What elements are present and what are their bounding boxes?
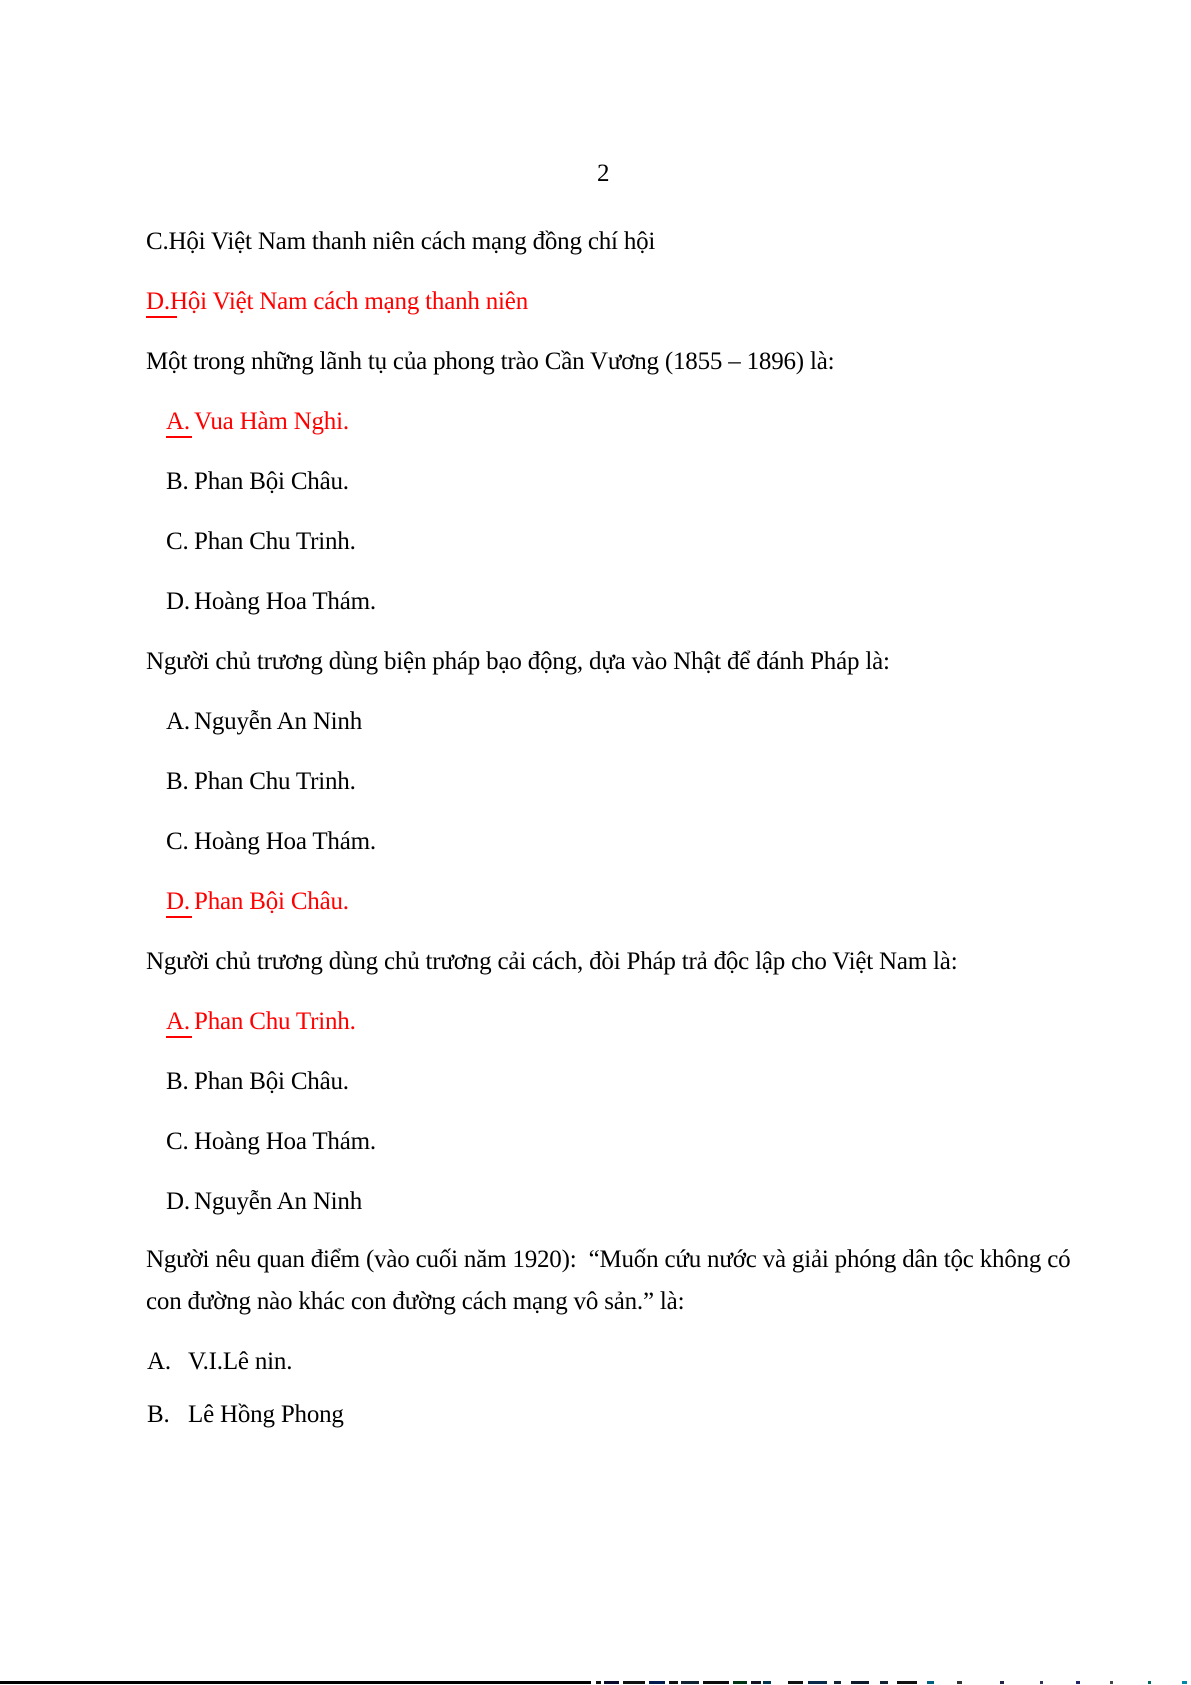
option-text: Phan Chu Trinh.: [194, 528, 356, 555]
option-line: [166, 589, 376, 614]
question-text: Người nêu quan điểm (vào cuối năm 1920): “Muốn cứu nước và giải phóng dân tộc không có: [146, 1246, 1071, 1273]
answer-letter: D.: [146, 289, 170, 318]
question-text: Người chủ trương dùng chủ trương cải cách, đòi Pháp trả độc lập cho Việt Nam là:: [146, 948, 958, 975]
option-letter: C.: [166, 828, 189, 855]
option-letter: B.: [166, 768, 189, 795]
text-fragment: [788, 1681, 803, 1684]
option-letter: D.: [166, 1188, 190, 1215]
question-text: Người chủ trương dùng biện pháp bạo động, dựa vào Nhật để đánh Pháp là:: [146, 648, 890, 675]
answer-line: [166, 1009, 356, 1038]
option-line: [166, 1129, 376, 1154]
text-fragment: [703, 1681, 729, 1684]
option-line: [146, 229, 655, 254]
answer-text: Phan Chu Trinh.: [194, 1008, 356, 1035]
text-fragment: [897, 1681, 917, 1684]
question-text: Một trong những lãnh tụ của phong trào Cần Vương (1855 – 1896) là:: [146, 348, 835, 375]
option-line: [166, 769, 356, 794]
text-fragment: [596, 1681, 601, 1684]
clipped-bottom-line: [0, 1681, 591, 1684]
question-line: [146, 949, 957, 974]
text-fragment: [1076, 1681, 1080, 1684]
option-line: [147, 1349, 292, 1374]
option-line: [166, 829, 376, 854]
option-letter: C.: [166, 528, 189, 555]
text-fragment: [1040, 1681, 1043, 1684]
question-line: [146, 1247, 1070, 1272]
option-letter: B.: [166, 1068, 189, 1095]
text-fragment: [1148, 1681, 1151, 1684]
answer-text: Hội Việt Nam cách mạng thanh niên: [170, 288, 528, 315]
text-fragment: [604, 1681, 619, 1684]
option-letter: A.: [147, 1348, 171, 1375]
answer-text: Phan Bội Châu.: [194, 888, 349, 915]
option-line: [147, 1402, 344, 1427]
option-text: V.I.Lê nin.: [188, 1348, 293, 1375]
answer-letter: D.: [166, 889, 194, 918]
option-line: [166, 469, 349, 494]
question-line-continued: [146, 1289, 684, 1314]
option-line: [166, 1069, 349, 1094]
answer-line: [146, 289, 528, 318]
option-text: Phan Bội Châu.: [194, 1068, 349, 1095]
text-fragment: [1110, 1681, 1113, 1684]
answer-line: [166, 409, 349, 438]
option-text: Phan Bội Châu.: [194, 468, 349, 495]
question-text: con đường nào khác con đường cách mạng vô sản.” là:: [146, 1288, 685, 1315]
text-fragment: [1182, 1681, 1187, 1684]
text-fragment: [649, 1681, 665, 1684]
option-letter: C.: [166, 1128, 189, 1155]
text-fragment: [669, 1681, 678, 1684]
option-text: Nguyễn An Ninh: [194, 708, 363, 735]
text-fragment: [834, 1681, 841, 1684]
text-fragment: [733, 1681, 747, 1684]
option-text: Phan Chu Trinh.: [194, 768, 356, 795]
text-fragment: [927, 1681, 934, 1684]
option-letter: B.: [166, 468, 189, 495]
option-text: C.Hội Việt Nam thanh niên cách mạng đồng chí hội: [146, 228, 656, 255]
option-text: Nguyễn An Ninh: [194, 1188, 363, 1215]
answer-letter: A.: [166, 1009, 194, 1038]
option-text: Hoàng Hoa Thám.: [194, 588, 376, 615]
text-fragment: [880, 1681, 888, 1684]
answer-text: Vua Hàm Nghi.: [194, 408, 349, 435]
answer-letter: A.: [166, 409, 194, 438]
text-fragment: [751, 1681, 761, 1684]
question-line: [146, 649, 890, 674]
option-line: [166, 529, 356, 554]
option-text: Hoàng Hoa Thám.: [194, 828, 376, 855]
text-fragment: [623, 1681, 645, 1684]
question-line: [146, 349, 834, 374]
option-letter: A.: [166, 708, 190, 735]
text-fragment: [957, 1681, 962, 1684]
option-letter: B.: [147, 1401, 170, 1428]
page-number: 2: [597, 160, 610, 187]
option-line: [166, 1189, 362, 1214]
option-text: Hoàng Hoa Thám.: [194, 1128, 376, 1155]
text-fragment: [681, 1681, 699, 1684]
answer-line: [166, 889, 349, 918]
option-line: [166, 709, 362, 734]
text-fragment: [763, 1681, 771, 1684]
option-letter: D.: [166, 588, 190, 615]
text-fragment: [851, 1681, 869, 1684]
text-fragment: [808, 1681, 827, 1684]
text-fragment: [1000, 1681, 1004, 1684]
option-text: Lê Hồng Phong: [188, 1401, 344, 1428]
